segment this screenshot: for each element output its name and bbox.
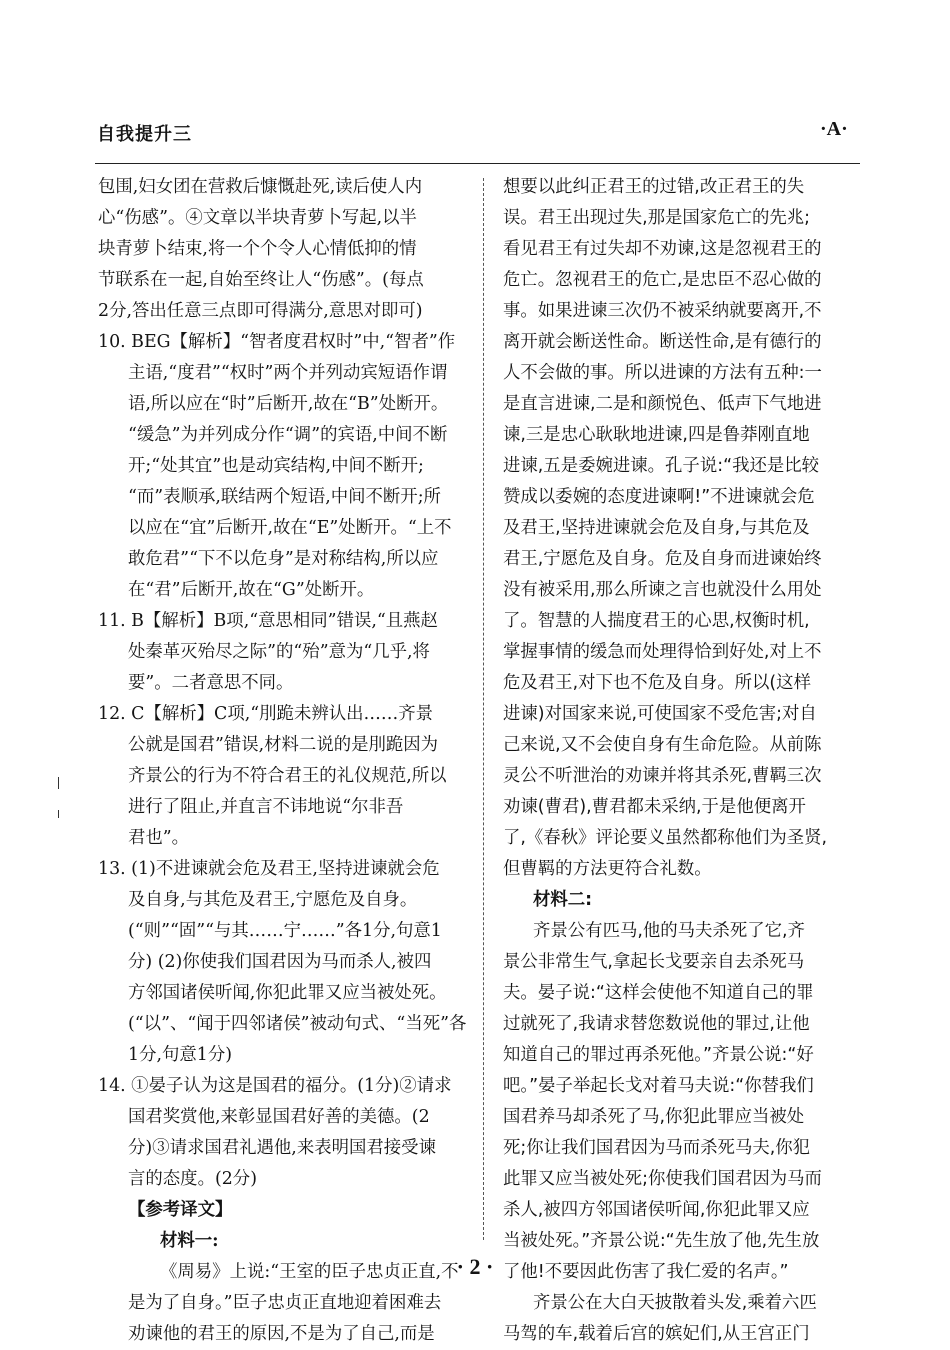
text-line: 误。君王出现过失,那是国家危亡的先兆; [503,208,811,228]
page-number-footer [0,1254,950,1280]
text-line: 此罪又应当被处死;你使我们国君因为马而 [503,1169,822,1189]
text-line: 心“伤感”。④文章以半块青萝卜写起,以半 [98,208,417,228]
text-line: 了他!不要因此伤害了我仁爱的名声。” [503,1262,789,1282]
text-line: 人不会做的事。所以进谏的方法有五种:一 [503,363,822,383]
text-line: 齐景公在大白天披散着头发,乘着六匹 [533,1293,817,1313]
text-line: 死;你让我们国君因为马而杀死马夫,你犯 [503,1138,811,1158]
text-line: 1分,句意1分) [128,1045,233,1065]
header-label: ·A· [820,118,848,140]
column-divider [483,178,484,1240]
text-line: 了。智慧的人揣度君王的心思,权衡时机, [503,611,810,631]
page-number: 2 [469,1254,481,1279]
margin-mark [58,810,59,818]
text-line: 是为了自身。”臣子忠贞正直地迎着困难去 [128,1293,442,1313]
text-line: 掌握事情的缓急而处理得恰到好处,对上不 [503,642,822,662]
text-line: 主语,“度君”“权时”两个并列动宾短语作谓 [128,363,448,383]
text-line: 赞成以委婉的态度进谏啊!”不进谏就会危 [503,487,815,507]
answer-11: 11. B【解析】B项,“意思相同”错误,“且燕赵 [98,611,438,631]
text-line: 离开就会断送性命。断送性命,是有德行的 [503,332,822,352]
text-line: (“则”“固”“与其……宁……”各1分,句意1 [128,921,442,941]
text-line: 看见君王有过失却不劝谏,这是忽视君王的 [503,239,822,259]
text-line: 2分,答出任意三点即可得满分,意思对即可) [98,301,423,321]
text-line: 君也”。 [128,828,190,848]
margin-mark [58,777,59,789]
left-column [98,172,473,1350]
text-line: 谏,三是忠心耿耿地进谏,四是鲁莽刚直地 [503,425,810,445]
text-line: 言的态度。(2分) [128,1169,257,1189]
text-line: 块青萝卜结束,将一个个令人心情低抑的情 [98,239,417,259]
text-line: 杀人,被四方邻国诸侯听闻,你犯此罪又应 [503,1200,810,1220]
text-line: 马驾的车,载着后宫的嫔妃们,从王宫正门 [503,1324,810,1344]
text-line: 语,所以应在“时”后断开,故在“B”处断开。 [128,394,449,414]
text-line: 想要以此纠正君王的过错,改正君王的失 [503,177,805,197]
text-line: 包围,妇女团在营救后慷慨赴死,读后使人内 [98,177,423,197]
text-line: 但曹羁的方法更符合礼数。 [503,859,712,879]
answer-13: 13. (1)不进谏就会危及君王,坚持进谏就会危 [98,859,440,879]
reference-translation-heading: 【参考译文】 [128,1200,233,1220]
text-line: 以应在“宜”后断开,故在“E”处断开。“上不 [128,518,452,538]
text-line: 及君王,坚持进谏就会危及自身,与其危及 [503,518,810,538]
right-column [503,172,865,1350]
text-line: 进谏,五是委婉进谏。孔子说:“我还是比较 [503,456,820,476]
answer-10: 10. BEG【解析】“智者度君权时”中,“智者”作 [98,332,456,352]
text-line: “而”表顺承,联结两个短语,中间不断开;所 [128,487,441,507]
text-line: 开;“处其宜”也是动宾结构,中间不断开; [128,456,424,476]
text-line: 过就死了,我请求替您数说他的罪过,让他 [503,1014,810,1034]
text-line: 事。如果进谏三次仍不被采纳就要离开,不 [503,301,822,321]
text-line: 没有被采用,那么所谏之言也就没什么用处 [503,580,822,600]
text-line: 劝谏他的君王的原因,不是为了自己,而是 [128,1324,435,1344]
text-line: 了,《春秋》评论要义虽然都称他们为圣贤, [503,828,828,848]
text-line: 夫。晏子说:“这样会使他不知道自己的罪 [503,983,814,1003]
text-line: 己来说,又不会使自身有生命危险。从前陈 [503,735,822,755]
text-line: 国君养马却杀死了马,你犯此罪应当被处 [503,1107,805,1127]
bullet-left: · [456,1254,464,1279]
text-line: 分) (2)你使我们国君因为马而杀人,被四 [128,952,432,972]
text-line: 公就是国君”错误,材料二说的是刖跪因为 [128,735,439,755]
text-line: 当被处死。”齐景公说:“先生放了他,先生放 [503,1231,820,1251]
text-line: 齐景公有匹马,他的马夫杀死了它,齐 [533,921,805,941]
text-line: 景公非常生气,拿起长戈要亲自去杀死马 [503,952,805,972]
text-line: 灵公不听泄治的劝谏并将其杀死,曹羁三次 [503,766,822,786]
text-line: 节联系在一起,自始至终让人“伤感”。(每点 [98,270,424,290]
text-line: 齐景公的行为不符合君王的礼仪规范,所以 [128,766,447,786]
header-title: 自我提升三 [97,124,192,145]
text-line: 是直言进谏,二是和颜悦色、低声下气地进 [503,394,822,414]
answer-14: 14. ①晏子认为这是国君的福分。(1分)②请求 [98,1076,452,1096]
material-one-heading: 材料一: [160,1231,219,1251]
material-two-heading: 材料二: [533,890,593,910]
text-line: 危亡。忽视君王的危亡,是忠臣不忍心做的 [503,270,822,290]
text-line: “缓急”为并列成分作“调”的宾语,中间不断 [128,425,448,445]
text-line: 分)③请求国君礼遇他,来表明国君接受谏 [128,1138,436,1158]
text-line: 及自身,与其危及君王,宁愿危及自身。 [128,890,418,910]
answer-12: 12. C【解析】C项,“刖跪未辨认出……齐景 [98,704,434,724]
header-rule [95,163,860,164]
text-line: 劝谏(曹君),曹君都未采纳,于是他便离开 [503,797,806,817]
bullet-right: · [486,1254,494,1279]
text-line: 危及君王,对下也不危及自身。所以(这样 [503,673,811,693]
text-line: 进行了阻止,并直言不讳地说“尔非吾 [128,797,404,817]
text-line: 君王,宁愿危及自身。危及自身而进谏始终 [503,549,822,569]
text-line: 要”。二者意思不同。 [128,673,294,693]
text-line: 处秦革灭殆尽之际”的“殆”意为“几乎,将 [128,642,430,662]
text-line: 进谏)对国家来说,可使国家不受危害;对自 [503,704,817,724]
text-line: 知道自己的罪过再杀死他。”齐景公说:“好 [503,1045,814,1065]
text-line: 在“君”后断开,故在“G”处断开。 [128,580,375,600]
text-line: 《周易》上说:“王室的臣子忠贞正直,不 [160,1262,459,1282]
text-line: 吧。”晏子举起长戈对着马夫说:“你替我们 [503,1076,814,1096]
text-line: (“以”、“闻于四邻诸侯”被动句式、“当死”各 [128,1014,467,1034]
text-line: 方邻国诸侯听闻,你犯此罪又应当被处死。 [128,983,447,1003]
text-line: 国君奖赏他,来彰显国君好善的美德。(2 [128,1107,430,1127]
text-line: 敢危君”“下不以危身”是对称结构,所以应 [128,549,439,569]
